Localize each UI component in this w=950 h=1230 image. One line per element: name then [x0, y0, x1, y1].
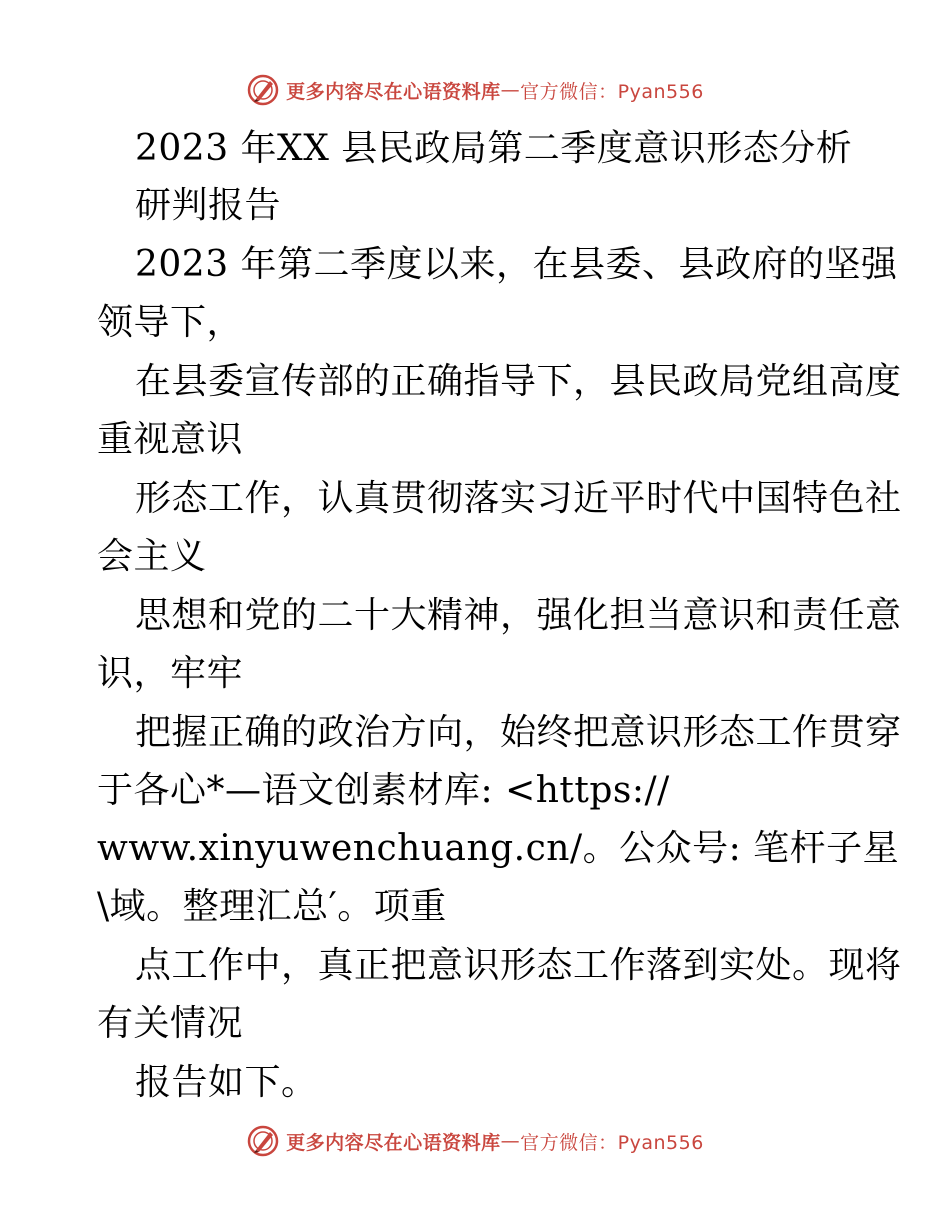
doc-line: 2023 年XX 县民政局第二季度意识形态分析 — [135, 128, 853, 169]
watermark-contact: 官方微信：Pyan556 — [520, 1131, 704, 1154]
watermark-brand: 更多内容尽在心语资料库 — [286, 1131, 501, 1154]
watermark-contact: 官方微信：Pyan556 — [520, 80, 704, 103]
pen-logo-icon — [246, 1124, 280, 1158]
watermark-dash: — — [500, 79, 521, 101]
doc-line: 思想和党的二十大精神，强化担当意识和责任意 — [135, 595, 902, 636]
doc-line: 形态工作，认真贯彻落实习近平时代中国特色社 — [135, 478, 902, 519]
doc-line: \域。整理汇总′。项重 — [97, 886, 447, 927]
footer-watermark — [0, 1121, 950, 1161]
doc-line: 识，牢牢 — [97, 653, 244, 694]
doc-line: 会主义 — [97, 536, 207, 577]
watermark-brand: 更多内容尽在心语资料库 — [286, 80, 501, 103]
doc-line: 研判报告 — [135, 185, 282, 226]
doc-line: 在县委宣传部的正确指导下，县民政局党组高度 — [135, 361, 902, 402]
doc-line: 点工作中，真正把意识形态工作落到实处。现将 — [135, 945, 902, 986]
doc-line: 于各心*—语文创素材库: <https:// — [97, 770, 670, 811]
doc-line: 重视意识 — [97, 419, 244, 460]
doc-line: 2023 年第二季度以来，在县委、县政府的坚强 — [135, 244, 898, 285]
doc-line: 把握正确的政治方向，始终把意识形态工作贯穿 — [135, 712, 902, 753]
doc-line: 报告如下。 — [135, 1062, 318, 1103]
header-watermark — [0, 70, 950, 110]
doc-line: 领导下， — [97, 302, 244, 343]
doc-line: 有关情况 — [97, 1003, 244, 1044]
doc-line: www.xinyuwenchuang.cn/。公众号: 笔杆子星 — [97, 828, 900, 869]
pen-logo-icon — [246, 73, 280, 107]
watermark-dash: — — [500, 1130, 521, 1152]
